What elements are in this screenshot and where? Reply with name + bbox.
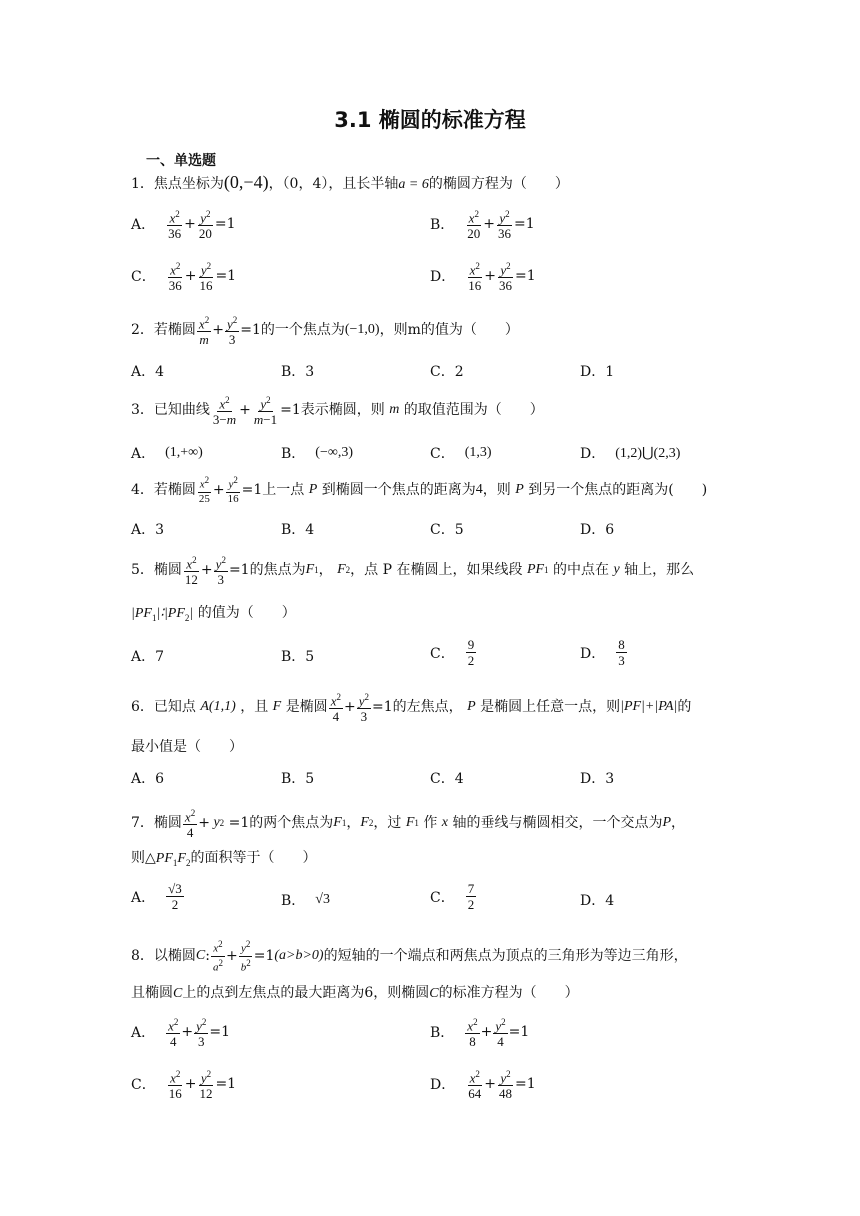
q2-option-c[interactable]: C．2 xyxy=(430,364,464,380)
question-7-line-2: 则$\triangle PF_1F_2$的面积等于（ ） xyxy=(131,850,317,868)
question-6: 6．已知点 A(1,1) ，且 F 是椭圆 $\frac{x^2}{4}$ + $\frac{y^2}{3}$ =1 的左焦点， P 是椭圆上任意一点，则 |PF|+|PA| 的 xyxy=(131,692,692,725)
q1-option-b[interactable]: B． $\frac{x^2}{20}$ + $\frac{y^2}{36}$ =1 xyxy=(430,209,535,242)
question-1: 1．焦点坐标为(0,−4)，（0，4），且长半轴a = 6的椭圆方程为（ ） xyxy=(131,172,569,192)
question-3: 3．已知曲线 $\frac{x^2}{3-m}$ + $\frac{y^2}{m-1}$ =1 表示椭圆，则 m 的取值范围为（ ） xyxy=(131,395,544,428)
q5-option-d[interactable]: D． $\frac{8}{3}$ xyxy=(580,637,625,668)
q2-option-b[interactable]: B．3 xyxy=(281,364,315,380)
q1-option-d[interactable]: D． $\frac{x^2}{16}$ + $\frac{y^2}{36}$ =1 xyxy=(430,261,536,294)
q7-option-b[interactable]: B． √3 xyxy=(281,892,330,909)
section-heading: 一、单选题 xyxy=(146,153,216,169)
question-7: 7．椭圆 $\frac{x^2}{4}$ + y 2 =1 的两个焦点为 F 1 ， F 2 ，过 F 1 作 x 轴的垂线与椭圆相交，一个交点为 P ， xyxy=(131,808,686,841)
q7-option-c[interactable]: C． $\frac{7}{2}$ xyxy=(430,881,475,912)
question-5: 5．椭圆 $\frac{x^2}{12}$ + $\frac{y^2}{3}$ =1 的焦点为 F 1 ， F 2 ，点 P 在椭圆上，如果线段 PF 1 的中点在 y 轴上，那么 xyxy=(131,555,695,588)
q8-option-c[interactable]: C． $\frac{x^2}{16}$ + $\frac{y^2}{12}$ =1 xyxy=(131,1069,237,1102)
question-6-line-2: 最小值是（ ） xyxy=(131,739,243,755)
q7-option-d[interactable]: D．4 xyxy=(580,893,615,909)
page-title: 3.1 椭圆的标准方程 xyxy=(334,108,526,132)
q2-option-a[interactable]: A．4 xyxy=(131,364,165,380)
q6-option-c[interactable]: C．4 xyxy=(430,771,464,787)
q6-option-d[interactable]: D．3 xyxy=(580,771,615,787)
q8-option-a[interactable]: A． $\frac{x^2}{4}$ + $\frac{y^2}{3}$ =1 xyxy=(131,1017,231,1050)
q8-option-d[interactable]: D． $\frac{x^2}{64}$ + $\frac{y^2}{48}$ =1 xyxy=(430,1069,536,1102)
q3-option-c[interactable]: C． (1,3) xyxy=(430,445,492,462)
q4-option-b[interactable]: B．4 xyxy=(281,522,315,538)
q2-option-d[interactable]: D．1 xyxy=(580,364,615,380)
q4-option-d[interactable]: D．6 xyxy=(580,522,615,538)
question-5-line-2: $|PF_1|∶|PF_2|$ 的值为（ ） xyxy=(131,605,296,623)
question-8-line-2: 且椭圆C上的点到左焦点的最大距离为6，则椭圆C的标准方程为（ ） xyxy=(131,985,579,1001)
q7-option-a[interactable]: A． $\frac{√3}{2}$ xyxy=(131,881,182,912)
q1-option-a[interactable]: A． $\frac{x^2}{36}$ + $\frac{y^2}{20}$ =1 xyxy=(131,209,236,242)
q3-option-d[interactable]: D． (1,2)⋃(2,3) xyxy=(580,445,681,462)
question-2: 2．若椭圆 $\frac{x^2}{m}$ + $\frac{y^2}{3}$ =1 的一个焦点为 (−1,0) ，则m的值为（ ） xyxy=(131,315,519,348)
q6-option-a[interactable]: A．6 xyxy=(131,771,165,787)
q5-option-a[interactable]: A．7 xyxy=(131,649,165,665)
q1-option-c[interactable]: C． $\frac{x^2}{36}$ + $\frac{y^2}{16}$ =1 xyxy=(131,261,237,294)
question-8: 8．以椭圆 C : $\frac{x^2}{a^2}$ + $\frac{y^2}{b^2}$ =1 (a>b>0) 的短轴的一个端点和两焦点为顶点的三角形为等边三角形， xyxy=(131,939,688,974)
q5-option-b[interactable]: B．5 xyxy=(281,649,315,665)
q4-option-a[interactable]: A．3 xyxy=(131,522,165,538)
q5-option-c[interactable]: C． $\frac{9}{2}$ xyxy=(430,637,475,668)
q3-option-b[interactable]: B． (−∞,3) xyxy=(281,445,353,462)
question-4: 4．若椭圆 $\frac{x^2}{25}$ + $\frac{y^2}{16}$ =1 上一点 P 到椭圆一个焦点的距离为 4 ，则 P 到另一个焦点的距离为( ) xyxy=(131,475,708,505)
q6-option-b[interactable]: B．5 xyxy=(281,771,315,787)
q4-option-c[interactable]: C．5 xyxy=(430,522,464,538)
q8-option-b[interactable]: B． $\frac{x^2}{8}$ + $\frac{y^2}{4}$ =1 xyxy=(430,1017,530,1050)
q3-option-a[interactable]: A． (1,+∞) xyxy=(131,445,203,462)
